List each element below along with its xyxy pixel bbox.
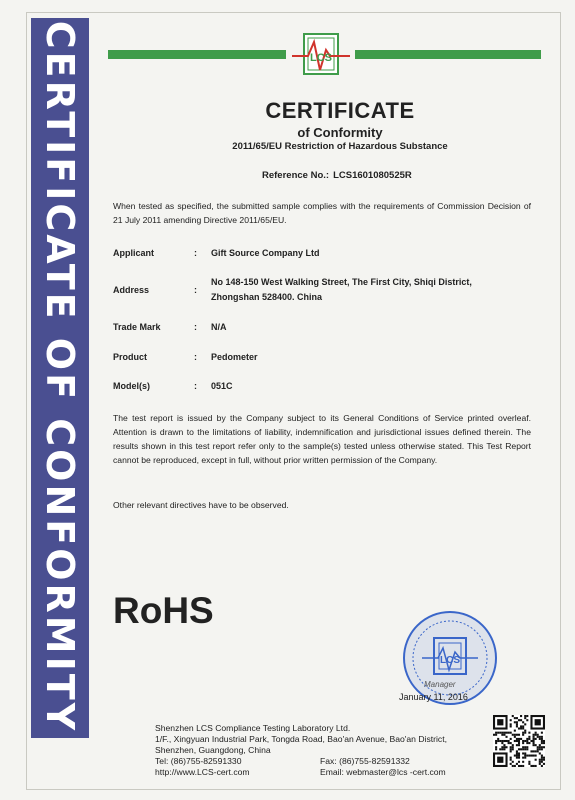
field-colon: : <box>194 352 197 362</box>
logo-text: LCS <box>310 52 332 64</box>
field-colon: : <box>194 381 197 391</box>
field-value-address-line1: No 148-150 West Walking Street, The First City, Shiqi District, <box>211 277 472 287</box>
directive-line: 2011/65/EU Restriction of Hazardous Substance <box>232 141 448 152</box>
header-bar-right <box>355 50 541 59</box>
seal-logo-text: LCS <box>440 655 460 666</box>
field-label-models: Model(s) <box>113 381 150 391</box>
footer-tel: Tel: (86)755-82591330 <box>155 756 242 766</box>
signature-label: Manager <box>424 680 456 689</box>
footer-fax: Fax: (86)755-82591332 <box>320 756 410 766</box>
side-banner-text: CERTIFICATE OF CONFORMITY <box>38 20 82 734</box>
field-value-address-line2: Zhongshan 528400. China <box>211 292 323 302</box>
field-value-product: Pedometer <box>211 352 258 362</box>
field-value-applicant: Gift Source Company Ltd <box>211 248 320 258</box>
certificate-title: CERTIFICATE <box>265 98 415 123</box>
footer-lab-name: Shenzhen LCS Compliance Testing Laboratory Ltd. <box>155 723 351 733</box>
reference-number <box>262 170 412 181</box>
qr-code-icon <box>493 715 545 767</box>
field-label-applicant: Applicant <box>113 248 155 258</box>
field-colon: : <box>194 322 197 332</box>
field-label-address: Address <box>113 285 150 295</box>
rohs-mark: RoHS <box>113 590 214 631</box>
field-value-trade-mark: N/A <box>211 322 227 332</box>
field-colon: : <box>194 248 197 258</box>
intro-text: When tested as specified, the submitted sample complies with the requirements of Commission Decision of 21 July 2011 amending Directive 2011/65/EU. <box>113 201 531 225</box>
disclaimer-text: The test report is issued by the Company subject to its General Conditions of Service printed overleaf. Attention is drawn to the limitations of liability, indemnification and jurisdictional issues defined therein. The results shown in this test report refer only to the sample(s) tested unless otherwise stated. This Test Report cannot be reproduced, except in full, without prior written permission of the Company. <box>113 413 531 465</box>
certificate-subtitle: of Conformity <box>297 125 383 140</box>
other-directives-text: Other relevant directives have to be observed. <box>113 500 289 510</box>
header-bar-left <box>108 50 286 59</box>
lcs-logo-icon <box>290 30 352 78</box>
footer-web: http://www.LCS-cert.com <box>155 767 250 777</box>
field-colon: : <box>194 285 197 295</box>
footer-email: Email: webmaster@lcs -cert.com <box>320 767 446 777</box>
issue-date: January 11, 2016 <box>399 692 468 702</box>
footer-address-line2: Shenzhen, Guangdong, China <box>155 745 271 755</box>
field-label-product: Product <box>113 352 148 362</box>
field-value-models: 051C <box>211 381 233 391</box>
reference-value: LCS1601080525R <box>333 170 412 181</box>
footer-address-line1: 1/F., Xingyuan Industrial Park, Tongda Road, Bao'an Avenue, Bao'an District, <box>155 734 447 744</box>
reference-label: Reference No.: <box>262 170 330 181</box>
field-label-trade-mark: Trade Mark <box>113 322 161 332</box>
